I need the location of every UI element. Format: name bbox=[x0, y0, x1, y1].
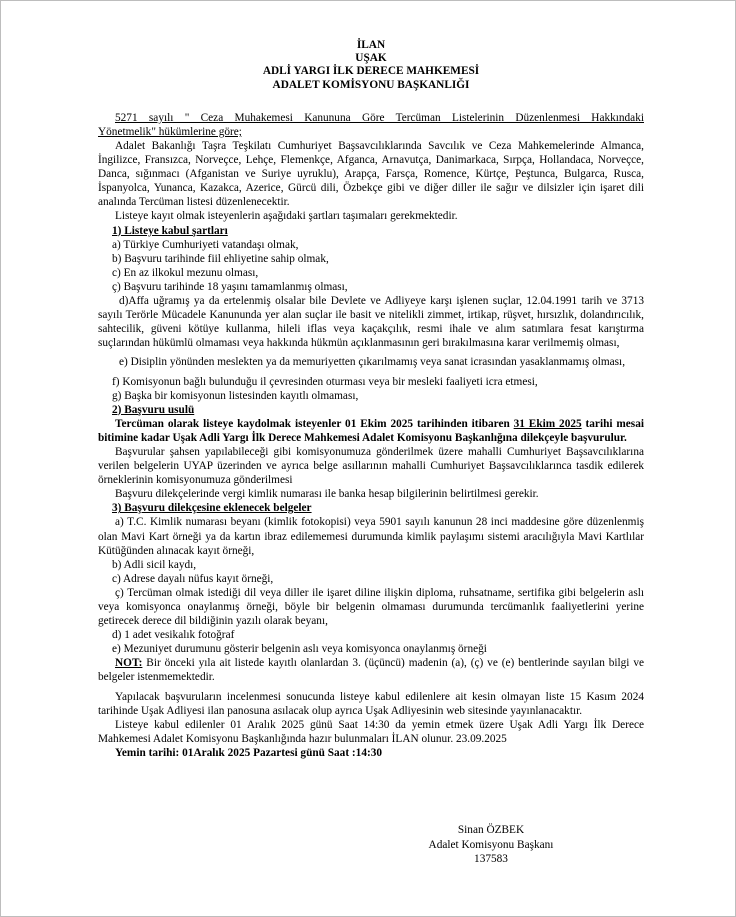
regulation-reference-line2: Yönetmelik" hükümlerine göre; bbox=[98, 125, 242, 138]
application-method-paragraph: Başvurular şahsen yapılabileceği gibi komisyonumuza gönderilmek üzere mahalli Cumhuriyet Başsavcılıklarına verilen belgelerin UYAP üzerinden ve ayrıca belge asıllarının mahalli Cumhuriyet Başsavcılıklarınca tasdik edilerek örneklerinin komisyonumuza gönderilmesi bbox=[98, 445, 644, 487]
header-line-commission: ADALET KOMİSYONU BAŞKANLIĞI bbox=[272, 78, 470, 91]
oath-date: Yemin tarihi: 01Aralık 2025 Pazartesi günü Saat :14:30 bbox=[115, 746, 383, 759]
closing-oath-announcement: Listeye kabul edilenler 01 Aralık 2025 günü Saat 14:30 da yemin etmek üzere Uşak Adli Yargı İlk Derece Mahkemesi Adalet Komisyonu Başkanlığında hazır bulunmaları İLAN olunur. 23.09.2025 bbox=[98, 718, 644, 745]
signatory-name: Sinan ÖZBEK bbox=[457, 824, 525, 836]
signature-block bbox=[421, 823, 561, 867]
document-cc: ç) Tercüman olmak istediği dil veya diller ile işaret diline ilişkin diploma, ruhsatname, sertifika gibi belgelerin aslı veya komisyonca onaylanmış örneği, böyle bir belgenin olmaması durumunda tercümanlık faaliyetlerini yerine getirecek derece dil bildiğinin yazılı olarak beyanı, bbox=[98, 586, 644, 628]
document-body bbox=[98, 39, 644, 760]
regulation-reference-line1: 5271 sayılı " Ceza Muhakemesi Kanununa Göre Tercüman Listelerinin Düzenlenmesi Hakkındaki bbox=[115, 111, 644, 124]
deadline-text-post: tarihi mesai bitimine kadar Uşak Adli Yargı İlk Derece Mahkemesi Adalet Komisyonu Başkanlığına dilekçeyle başvurulur. bbox=[98, 417, 644, 444]
signatory-number: 137583 bbox=[474, 853, 508, 865]
document-e: e) Mezuniyet durumunu gösterir belgenin aslı veya komisyonca onaylanmış örneği bbox=[112, 643, 487, 656]
deadline-text-pre: Tercüman olarak listeye kaydolmak isteyenler 01 Ekim 2025 tarihinden itibaren bbox=[115, 417, 514, 430]
document-header bbox=[98, 39, 644, 92]
requirement-g: g) Başka bir komisyonun listesinden kayıtlı olmaması, bbox=[112, 389, 359, 402]
requirement-e: e) Disiplin yönünden meslekten ya da memuriyetten çıkarılmamış veya sanat icrasından yasaklanmamış olması, bbox=[119, 356, 626, 369]
closing-list-announcement: Yapılacak başvuruların incelenmesi sonucunda listeye kabul edilenlere ait kesin olmayan liste 15 Kasım 2024 tarihinde Uşak Adliyesi ilan panosuna asılacak olup ayrıca Uşak Adliyesinin web sitesinde yayınlanacaktır. bbox=[98, 690, 644, 717]
document-d: d) 1 adet vesikalık fotoğraf bbox=[112, 629, 235, 642]
signatory-title: Adalet Komisyonu Başkanı bbox=[428, 838, 554, 851]
section-2-heading: 2) Başvuru usulü bbox=[112, 403, 195, 416]
header-line-court: ADLİ YARGI İLK DERECE MAHKEMESİ bbox=[262, 65, 480, 78]
section-3-heading: 3) Başvuru dilekçesine eklenecek belgeler bbox=[112, 502, 312, 515]
conditions-intro: Listeye kayıt olmak isteyenlerin aşağıdaki şartları taşımaları gerekmektedir. bbox=[115, 210, 458, 223]
document-a: a) T.C. Kimlik numarası beyanı (kimlik fotokopisi) veya 5901 sayılı kanunun 28 inci maddesine göre düzenlenmiş olan Mavi Kart örneği ya da kartın ibraz edilememesi durumunda kimlik paylaşımı sistemi aracılığıyla Mavi Kartlılar Kütüğünden alınacak kayıt örneği, bbox=[98, 516, 644, 557]
intro-paragraph: Adalet Bakanlığı Taşra Teşkilatı Cumhuriyet Başsavcılıklarında Savcılık ve Ceza Mahkemelerinde Almanca, İngilizce, Fransızca, Norveçce, Lehçe, Flemenkçe, Afganca, Arnavutça, Danimarkaca, Sırpça, Hollandaca, Norveçce, Danca, sığınmacı (Afganistan ve Suriye uyruklu), Arapça, Farsça, Romence, Kürtçe, Peştunca, Bulgarca, Rusca, İspanyolca, Yunanca, Kazakca, Azerice, Gürcü dili, Özbekçe gibi ve diğer diller ile sağır ve dilsizler için işaret dili analında Tercüman listesi düzenlenecektir. bbox=[98, 140, 644, 209]
requirement-c: c) En az ilkokul mezunu olması, bbox=[112, 266, 259, 279]
deadline-date: 31 Ekim 2025 bbox=[513, 417, 582, 430]
header-line-city: UŞAK bbox=[355, 52, 387, 65]
requirement-f: f) Komisyonun bağlı bulunduğu il çevresinden oturması veya bir mesleki faaliyeti icra etmesi, bbox=[112, 375, 538, 388]
tax-id-note: Başvuru dilekçelerinde vergi kimlik numarası ile banka hesap bilgilerinin belirtilmesi gerekir. bbox=[115, 488, 539, 501]
document-b: b) Adli sicil kaydı, bbox=[112, 558, 197, 571]
document-c: c) Adrese dayalı nüfus kayıt örneği, bbox=[112, 572, 274, 585]
note-label: NOT: bbox=[115, 657, 143, 670]
note-text: Bir önceki yıla ait listede kayıtlı olanlardan 3. (üçüncü) madenin (a), (ç) ve (e) bentlerinde sayılan bilgi ve belgeler istenmemektedir. bbox=[98, 657, 644, 684]
requirement-b: b) Başvuru tarihinde fiil ehliyetine sahip olmak, bbox=[112, 252, 329, 265]
note-paragraph bbox=[98, 656, 644, 684]
header-line-ilan: İLAN bbox=[356, 39, 386, 51]
requirement-cc: ç) Başvuru tarihinde 18 yaşını tamamlanmış olması, bbox=[112, 280, 348, 293]
application-deadline-paragraph bbox=[98, 417, 644, 445]
section-1-heading: 1) Listeye kabul şartları bbox=[112, 224, 228, 237]
requirement-a: a) Türkiye Cumhuriyeti vatandaşı olmak, bbox=[112, 238, 299, 251]
requirement-d: d)Affa uğramış ya da ertelenmiş olsalar bile Devlete ve Adliyeye karşı işlenen suçlar, 12.04.1991 tarih ve 3713 sayılı Terörle Mücadele Kanununda yer alan suçlar ile basit ve nitelikli zimmet, irtikap, rüşvet, hırsızlık, dolandırıcılık, sahtecilik, güveni kötüye kullanma, hileli iflas veya kaçakçılık, resmi ihale ve alım satımlara fesat karıştırma suçlarından hükümlü olmaması veya hakkında hükmün açıklanmasının geri bırakılmasına karar verilmemiş olması, bbox=[98, 295, 644, 350]
